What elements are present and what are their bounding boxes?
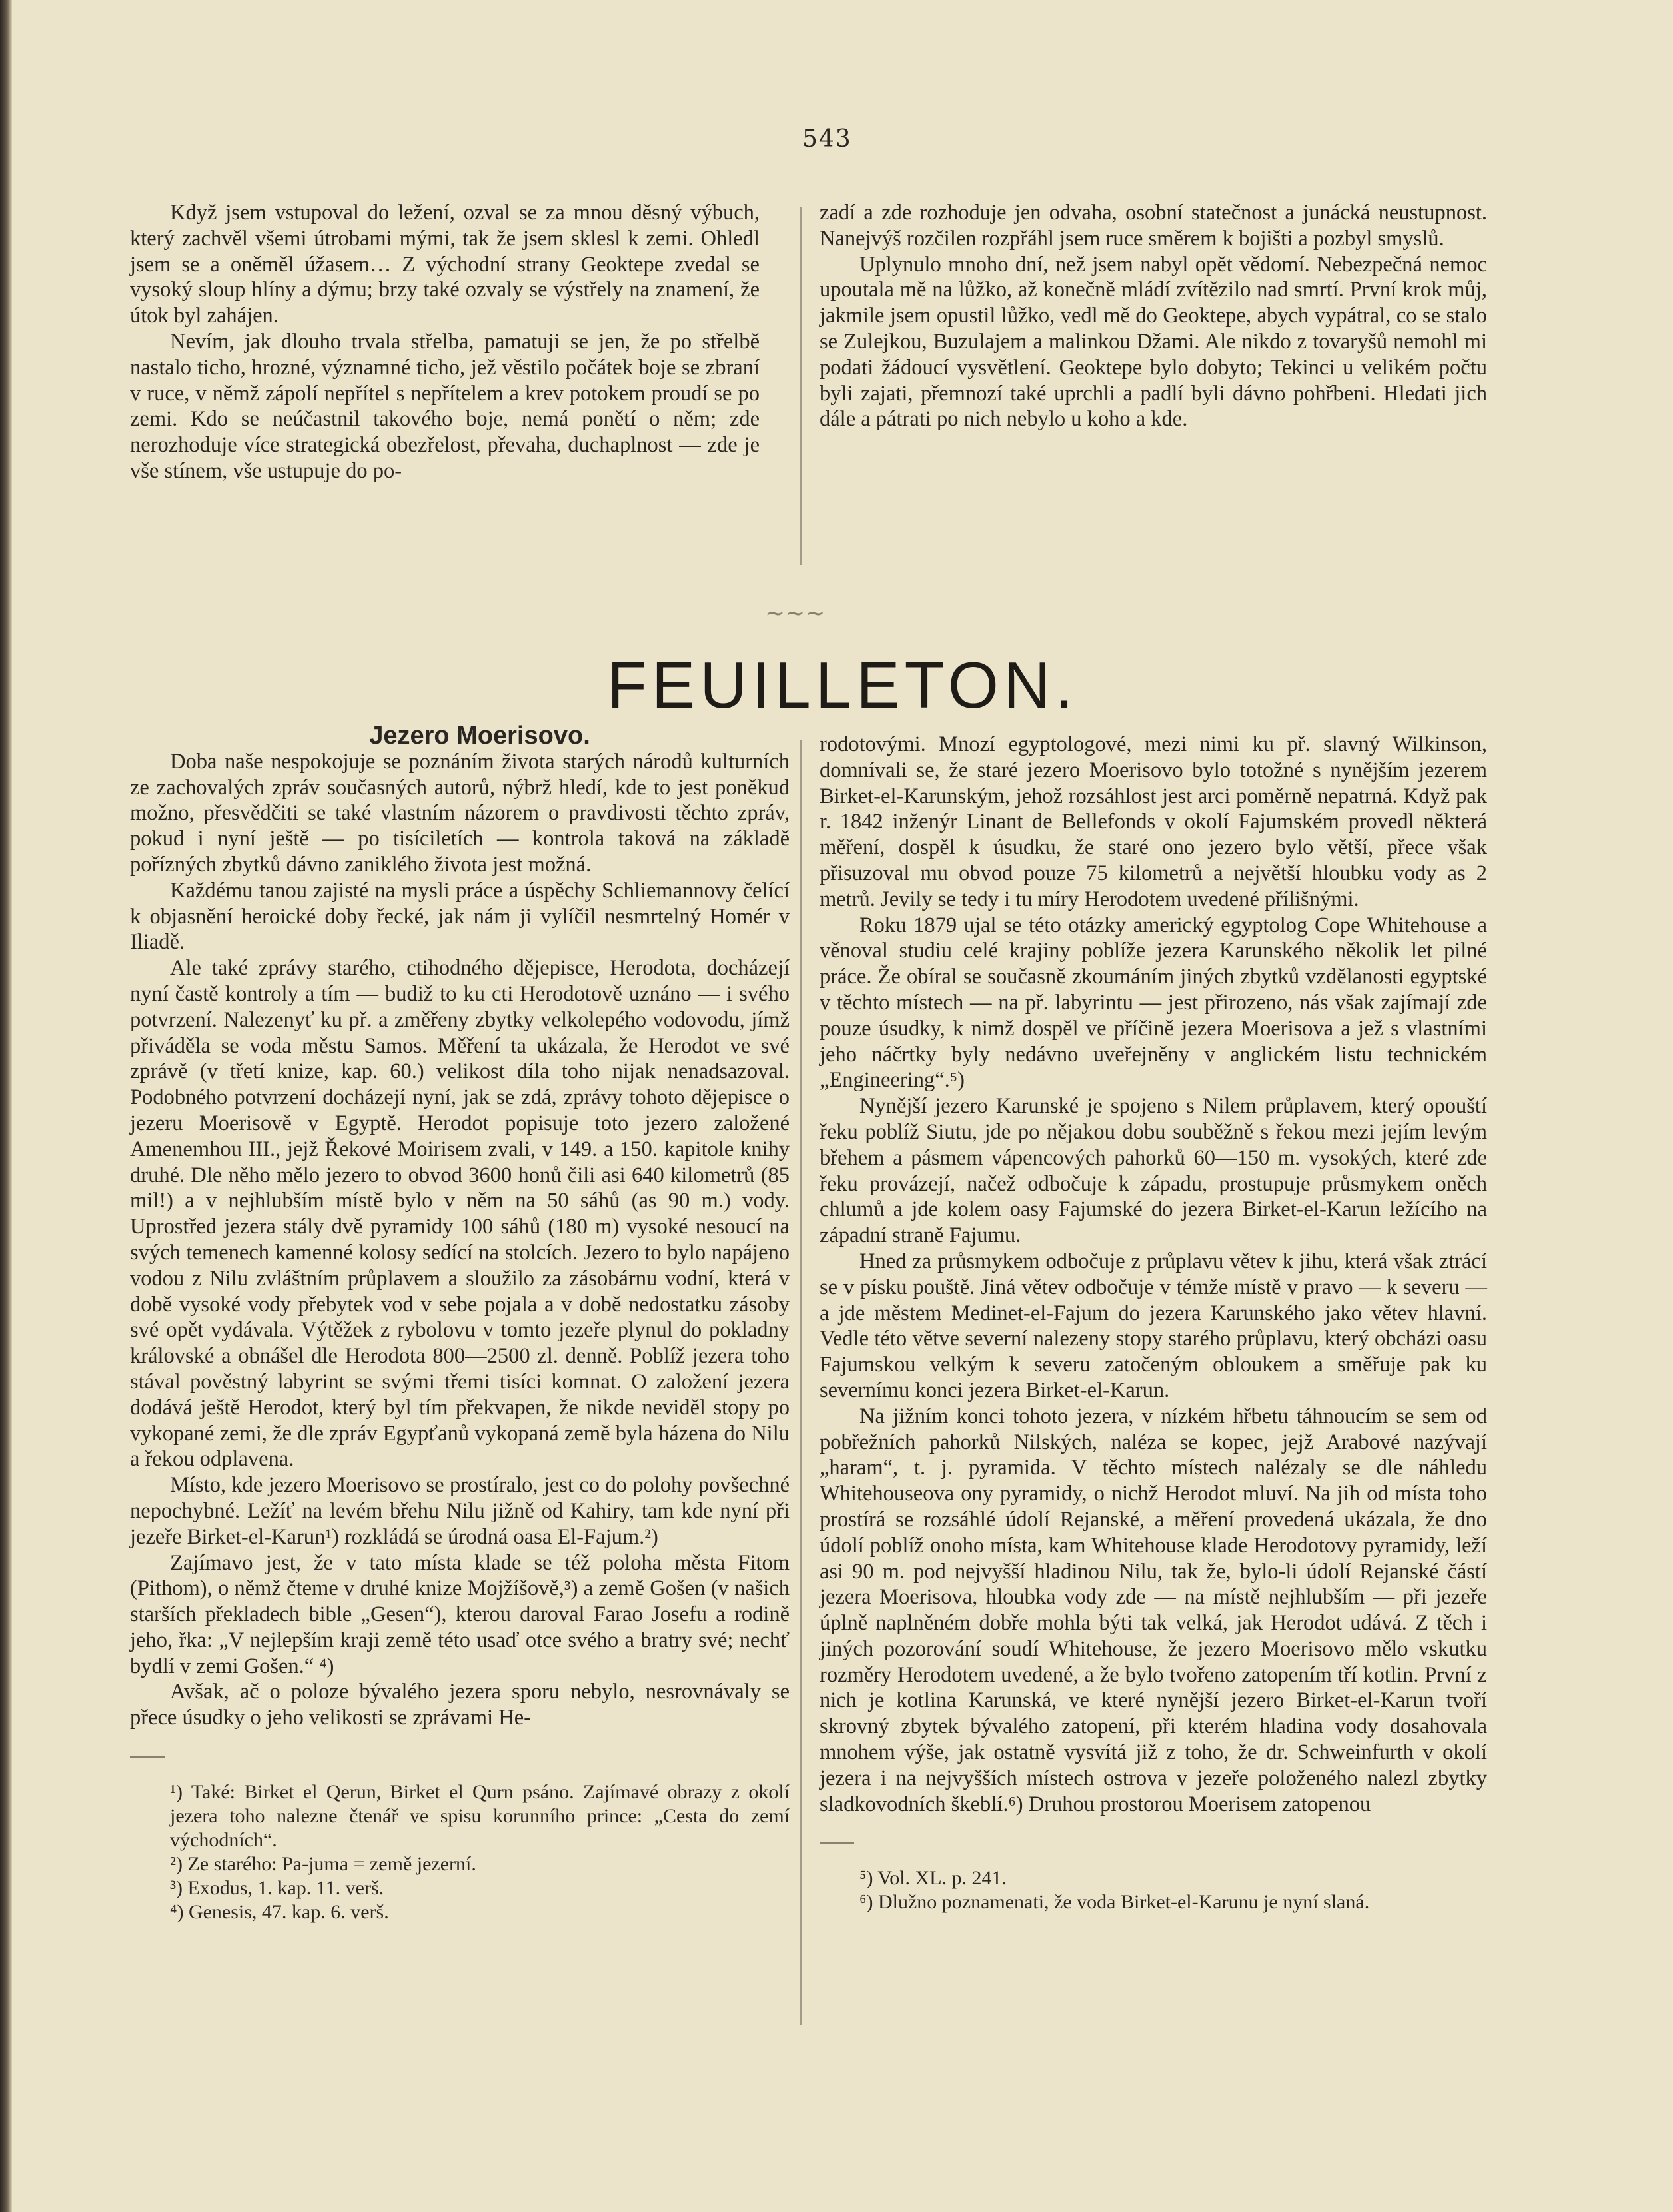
paragraph: zadí a zde rozhoduje jen odvaha, osobní statečnost a junácká neustupnost. Nanejvýš rozčilen rozpřáhl jsem ruce směrem k bojišti a pozbyl smyslů.: [820, 201, 1487, 251]
section-banner: FEUILLETON.: [607, 648, 1078, 722]
column-divider: [800, 207, 802, 565]
article-left-column: [130, 723, 790, 1924]
paragraph: Zajímavo jest, že v tato místa klade se též poloha města Fitom (Pithom), o němž čteme v druhé knize Mojžíšově,³) a země Gošen (v našich starších překladech bible „Gesen“), kterou daroval Farao Josefu a rodině jeho, řka: „V nejlepším kraji země této usaď otce svého a bratry své; nechť bydlí v zemi Gošen.“ ⁴): [130, 1550, 790, 1678]
paragraph: Nevím, jak dlouho trvala střelba, pamatuji se jen, že po střelbě nastalo ticho, hrozné, významné ticho, jež věstilo počátek boje se zbraní v ruce, v němž zápolí nepřítel s nepřítelem a krev potokem proudí se po zemi. Kdo se neúčastnil takového boje, nemá ponětí o něm; zde nerozhoduje více strategická obezřelost, převaha, duchaplnost — zde je vše stínem, vše ustupuje do po-: [130, 329, 760, 483]
footnote: ¹) Také: Birket el Qerun, Birket el Qurn psáno. Zajímavé obrazy z okolí jezera toho nalezne čtenář ve spisu korunního prince: „Cesta do zemí východních“.: [170, 1781, 790, 1852]
paragraph: Každému tanou zajisté na mysli práce a úspěchy Schliemannovy čelící k objasnění heroické doby řecké, jak nám ji vylíčil nesmrtelný Homér v Iliadě.: [130, 878, 790, 955]
section-ornament: ~~~: [765, 600, 826, 627]
paragraph: Místo, kde jezero Moerisovo se prostíralo, jest co do polohy povšechné nepochybné. Ležíť na levém břehu Nilu jižně od Kahiry, tam kde nyní při jezeře Birket-el-Karun¹) rozkládá se úrodná oasa El-Fajum.²): [130, 1473, 790, 1549]
article-title: Jezero Moerisovo.: [369, 722, 590, 750]
binding-gutter: [0, 0, 12, 2212]
footnote: ³) Exodus, 1. kap. 11. verš.: [170, 1877, 384, 1900]
footnote-rule: [820, 1842, 854, 1844]
column-divider: [800, 740, 802, 2025]
footnote-rule: [130, 1756, 165, 1758]
paragraph: Hned za průsmykem odbočuje z průplavu větev k jihu, která však ztrácí se v písku pouště. Jiná větev odbočuje v témže místě v pravo — k severu — a jde městem Medinet-el-Fajum do jezera Karunského jako větev hlavní. Vedle této větve severní nalezeny stopy starého průplavu, který obcházi oasu Fajumskou velkým k severu zatočeným obloukem a směřuje pak ku severnímu konci jezera Birket-el-Karun.: [820, 1249, 1487, 1402]
footnote: ²) Ze starého: Pa-juma = země jezerní.: [170, 1853, 476, 1876]
paragraph: Nynější jezero Karunské je spojeno s Nilem průplavem, který opouští řeku poblíž Siutu, jde po nějakou dobu souběžně s řekou mezi jejím levým břehem a pásmem vápencových pahorků 60—150 m. vysokých, které zde řeku provázejí, načež odbočuje k západu, prostupuje průsmykem oněch chlumů a jde kolem oasy Fajumské do jezera Birket-el-Karun ležícího na západní straně Fajumu.: [820, 1094, 1487, 1248]
page-number: 543: [802, 125, 852, 153]
top-left-column: [130, 200, 760, 484]
article-right-column: [820, 732, 1487, 1914]
paragraph: Avšak, ač o poloze bývalého jezera sporu nebylo, nesrovnávaly se přece úsudky o jeho velikosti se zprávami He-: [130, 1680, 790, 1730]
paragraph: Roku 1879 ujal se této otázky americký egyptolog Cope Whitehouse a věnoval studiu celé krajiny poblíže jezera Karunského několik let pilné práce. Že obíral se současně zkoumáním jiných zbytků vzdělanosti egyptské v těchto místech — na př. labyrintu — jest přirozeno, nás však zajímají zde pouze úsudky, k nimž dospěl ve příčině jezera Moerisova a jež s vlastními jeho náčrtky byly nedávno uveřejněny v anglickém listu technickém „Engineering“.⁵): [820, 913, 1487, 1093]
footnote: ⁶) Dlužno poznamenati, že voda Birket-el-Karunu je nyní slaná.: [859, 1891, 1370, 1914]
footnote: ⁵) Vol. XL. p. 241.: [859, 1867, 1007, 1890]
footnote: ⁴) Genesis, 47. kap. 6. verš.: [170, 1901, 389, 1924]
page: [12, 0, 1673, 2212]
paragraph: Na jižním konci tohoto jezera, v nízkém hřbetu táhnoucím se sem od pobřežních pahorků Nilských, naléza se kopec, jejž Arabové nazývají „haram“, t. j. pyramida. V těchto místech nalézaly se dle náhledu Whitehouseova ony pyramidy, o nichž Herodot mluví. Na jih od místa toho prostírá se rozsáhlé údolí Rejanské, a měření provedená ukázala, že dno údolí poblíž onoho místa, kam Whitehouse klade Herodotovy pyramidy, leží asi 90 m. pod nejvyšší hladinou Nilu, tak že, bylo-li údolí Rejanské částí jezera Moerisova, hloubka vody zde — na místě nejhlubším — při jezeře úplně naplněném dobře mohla býti tak velká, jak Herodot udává. Z těch i jiných pozorování soudí Whitehouse, že jezero Moerisovo mělo vskutku rozměry Herodotem uvedené, a že bylo tvořeno zatopením tří kotlin. První z nich je kotlina Karunská, ve které nynější jezero Birket-el-Karun tvoří skrovný zbytek bývalého zatopení, při kterém hladina vody dosahovala mnohem výše, jak ostatně vysvítá již z toho, že dr. Schweinfurth v okolí jezera i na nejvyšších místech ostrova v jezeře položeného nalezl zbytky sladkovodních škeblí.⁶) Druhou prostorou Moerisem zatopenou: [820, 1404, 1487, 1816]
paragraph: Ale také zprávy starého, ctihodného dějepisce, Herodota, docházejí nyní častě kontroly a tím — budiž to ku cti Herodotově uznáno — i svého potvrzení. Nalezenyť ku př. a změřeny zbytky velkolepého vodovodu, jímž přiváděla se voda městu Samos. Měření ta ukázala, že Herodot ve své zprávě (v třetí knize, kap. 60.) velikost díla toho nijak nenadsazoval. Podobného potvrzení docházejí nyní, jak se zdá, zprávy tohoto dějepisce o jezeru Moerisově v Egyptě. Herodot popisuje toto jezero založené Amenemhou III., jejž Řekové Moirisem zvali, v 149. a 150. kapitole knihy druhé. Dle něho mělo jezero to obvod 3600 honů čili asi 640 kilometrů (85 mil!) a v nejhlubším místě bylo v něm na 50 sáhů (as 90 m.) vody. Uprostřed jezera stály dvě pyramidy 100 sáhů (180 m) vysoké nesoucí na svých temenech kamenné kolosy sedící na stolcích. Jezero to bylo napájeno vodou z Nilu zvláštním průplavem a sloužilo za zásobárnu vodní, která v době vysoké vody přebytek vod v sebe pojala a v době nedostatku zásoby své opět vydávala. Výtěžek z rybolovu v tomto jezeře plynul do pokladny královské a obnášel dle Herodota 800—2500 zl. denně. Poblíž jezera toho stával pověstný labyrint se svými třemi tisíci komnat. O založení jezera dodává ještě Herodot, který byl tím překvapen, že nikde neviděl stopy po vykopané zemi, že dle zpráv Egypťanů vykopaná země byla házena do Nilu a řekou odplavena.: [130, 956, 790, 1472]
paragraph: rodotovými. Mnozí egyptologové, mezi nimi ku př. slavný Wilkinson, domnívali se, že staré jezero Moerisovo bylo totožné s nynějším jezerem Birket-el-Karunským, jehož rozsáhlost jest arci poměrně nepatrná. Když pak r. 1842 inženýr Linant de Bellefonds v okolí Fajumském provedl některá měření, dospěl k úsudku, že staré ono jezero bylo větší, přece však přisuzoval mu obvod pouze 75 kilometrů a největší hloubku vody as 2 metrů. Jevily se tedy i tu míry Herodotem uvedené přílišnými.: [820, 732, 1487, 911]
top-right-column: [820, 200, 1487, 432]
paragraph: Když jsem vstupoval do ležení, ozval se za mnou děsný výbuch, který zachvěl všemi útrobami mými, tak že jsem sklesl k zemi. Ohledl jsem se a oněměl úžasem… Z východní strany Geoktepe zvedal se vysoký sloup hlíny a dýmu; brzy také ozvaly se výstřely na znamení, že útok byl zahájen.: [130, 201, 760, 328]
paragraph: Uplynulo mnoho dní, než jsem nabyl opět vědomí. Nebezpečná nemoc upoutala mě na lůžko, až konečně mládí zvítězilo nad smrtí. První krok můj, jakmile jsem opustil lůžko, vedl mě do Geoktepe, abych vypátral, co se stalo se Zulejkou, Buzulajem a malinkou Džami. Ale nikdo z tovaryšů nemohl mi podati žádoucí vysvětlení. Geoktepe bylo dobyto; Tekinci u velikém počtu byli zajati, přemnozí také uprchli a padlí byli dávno pohřbeni. Hledati jich dále a pátrati po nich nebylo u koho a kde.: [820, 252, 1487, 432]
paragraph: Doba naše nespokojuje se poznáním života starých národů kulturních ze zachovalých zpráv současných autorů, nýbrž hledí, kde to jest poněkud možno, přesvědčiti se také vlastním názorem o pravdivosti těchto zpráv, pokud i nyní ještě — po tisíciletích — kontrola taková na základě pořízných zbytků dávno zaniklého života jest možná.: [130, 749, 790, 877]
